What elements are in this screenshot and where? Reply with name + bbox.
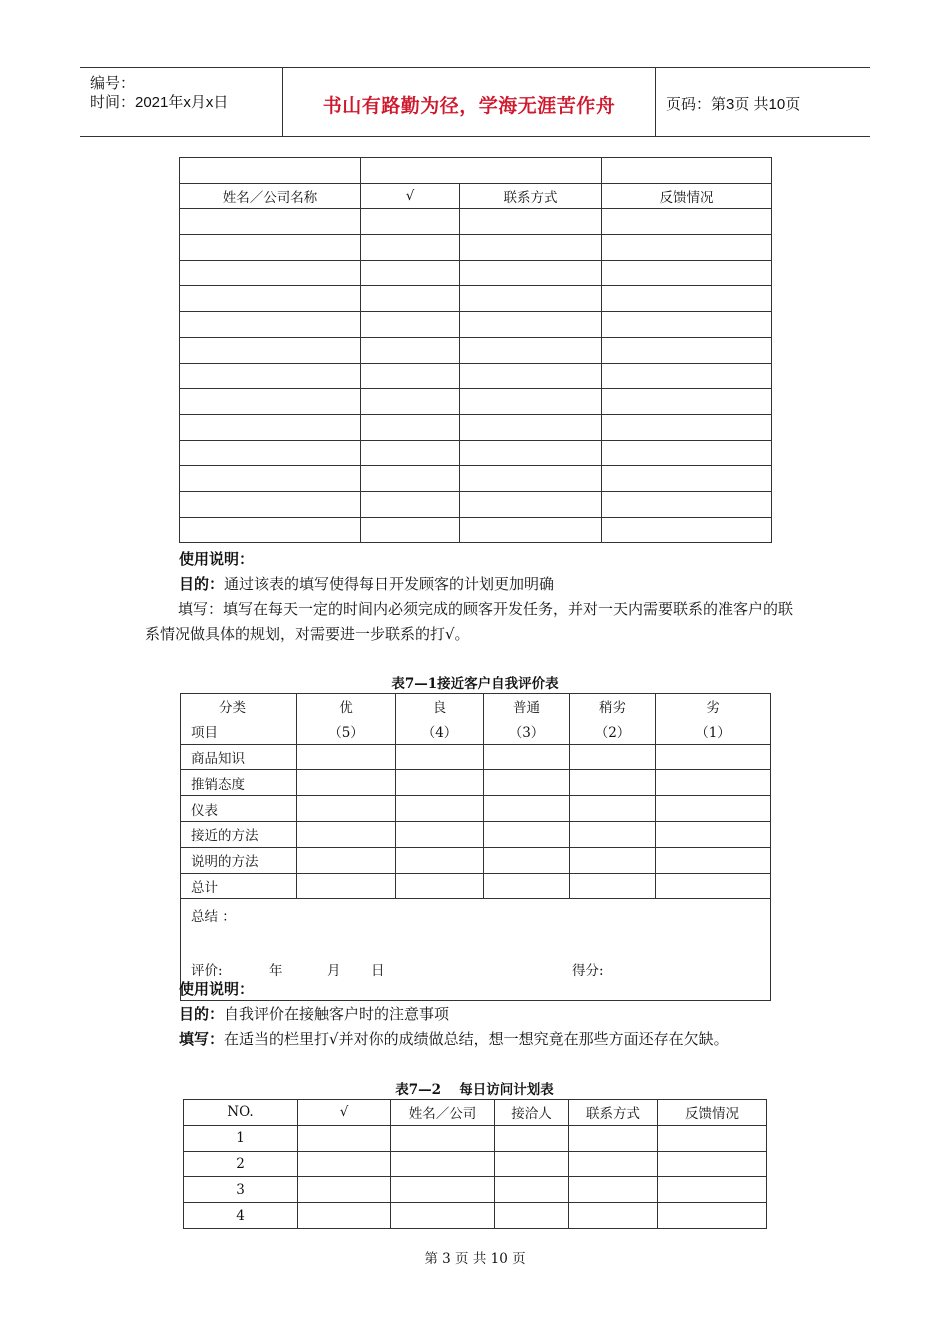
column-header-check: √	[298, 1100, 391, 1126]
row-number: 2	[184, 1151, 298, 1177]
table-cell	[361, 337, 460, 363]
table-cell	[460, 389, 602, 415]
table-row	[180, 466, 772, 492]
table-cell	[180, 363, 361, 389]
table-cell	[570, 847, 656, 873]
usage-heading: 使用说明：	[179, 980, 255, 998]
table-cell	[460, 312, 602, 338]
table-cell	[297, 770, 396, 796]
table-cell	[297, 873, 396, 899]
header-page-label: 页码：第3页 共10页	[666, 96, 801, 113]
column-header-name-company: 姓名／公司	[391, 1100, 495, 1126]
table-row	[180, 491, 772, 517]
evaluation-label: 评价:	[191, 963, 223, 980]
table-row	[180, 440, 772, 466]
table-header-row	[184, 1100, 767, 1126]
table-cell	[602, 363, 772, 389]
purpose-label: 目的：	[179, 1005, 225, 1023]
header-motto: 书山有路勤为径，学海无涯苦作舟	[322, 96, 616, 117]
table-cell	[396, 770, 484, 796]
table-cell	[569, 1177, 658, 1203]
table-cell	[396, 873, 484, 899]
table-row	[180, 337, 772, 363]
fill-text: 填写在每天一定的时间内必须完成的顾客开发任务，并对一天内需要联系的准客户的联系情况做具体的规划，对需要进一步联系的打√。	[145, 600, 794, 643]
table-cell	[361, 491, 460, 517]
table-row	[184, 1203, 767, 1229]
table-row	[181, 770, 771, 796]
header-excellent: 优	[297, 694, 396, 719]
table-cell	[460, 337, 602, 363]
table-cell	[602, 517, 772, 543]
table-cell	[180, 414, 361, 440]
table-cell	[391, 1151, 495, 1177]
table-row	[180, 414, 772, 440]
table-row	[180, 389, 772, 415]
table-cell	[460, 363, 602, 389]
table-cell	[602, 158, 772, 184]
fill-label: 填写：	[179, 1030, 225, 1048]
header-score-2: （2）	[570, 719, 656, 744]
year-label: 年	[269, 963, 283, 980]
table-cell	[484, 821, 570, 847]
table-cell	[656, 821, 771, 847]
table-row	[180, 312, 772, 338]
table-cell	[460, 209, 602, 235]
table-cell	[460, 414, 602, 440]
table-cell	[656, 770, 771, 796]
table-cell	[361, 158, 602, 184]
table-cell	[361, 209, 460, 235]
table-cell	[460, 517, 602, 543]
table-cell	[298, 1177, 391, 1203]
table-cell	[297, 796, 396, 822]
header-poor: 劣	[656, 694, 771, 719]
table-header-row	[181, 694, 771, 719]
table-cell	[602, 286, 772, 312]
table-row	[180, 158, 772, 184]
table-caption-7-2: 表7—2 每日访问计划表	[395, 1082, 554, 1098]
number-label: 编号：	[90, 75, 136, 92]
table-cell	[297, 821, 396, 847]
column-header-name: 姓名／公司名称	[180, 183, 361, 209]
column-header-check: √	[361, 183, 460, 209]
header-slightly-poor: 稍劣	[570, 694, 656, 719]
table-cell	[180, 389, 361, 415]
table-cell	[570, 770, 656, 796]
table-cell	[569, 1151, 658, 1177]
table-cell	[495, 1125, 569, 1151]
table-row	[180, 286, 772, 312]
table-cell	[361, 517, 460, 543]
table-row	[181, 873, 771, 899]
table-cell	[602, 312, 772, 338]
table-cell	[361, 440, 460, 466]
table-cell	[180, 158, 361, 184]
page-footer: 第 3 页 共 10 页	[424, 1251, 526, 1267]
table-cell	[391, 1203, 495, 1229]
column-header-no: NO.	[184, 1100, 298, 1126]
table-row	[184, 1151, 767, 1177]
column-header-feedback: 反馈情况	[602, 183, 772, 209]
fill-label: 填写：	[178, 600, 224, 618]
table-row	[184, 1125, 767, 1151]
header-category: 分类	[181, 694, 297, 719]
table-row	[181, 847, 771, 873]
column-header-contact-person: 接洽人	[495, 1100, 569, 1126]
header-good: 良	[396, 694, 484, 719]
time-label: 时间：2021年x月x日	[90, 94, 229, 111]
table-header-row	[180, 183, 772, 209]
table-row	[181, 821, 771, 847]
table-cell	[180, 491, 361, 517]
daily-visit-plan-table	[183, 1099, 767, 1229]
table-cell	[602, 440, 772, 466]
table-cell	[361, 260, 460, 286]
table-cell	[656, 873, 771, 899]
header-score-5: （5）	[297, 719, 396, 744]
table-cell	[570, 744, 656, 770]
table-row	[181, 744, 771, 770]
item-label: 接近的方法	[181, 821, 297, 847]
table-row	[180, 363, 772, 389]
usage-notes-1	[179, 547, 554, 597]
table-cell	[602, 260, 772, 286]
table-row	[180, 209, 772, 235]
table-cell	[361, 414, 460, 440]
row-number: 4	[184, 1203, 298, 1229]
header-score-3: （3）	[484, 719, 570, 744]
table-cell	[460, 440, 602, 466]
table-row	[181, 796, 771, 822]
table-cell	[495, 1177, 569, 1203]
table-cell	[602, 491, 772, 517]
table-cell	[658, 1125, 767, 1151]
table-cell	[180, 312, 361, 338]
header-right-cell	[656, 68, 870, 136]
usage-notes-2	[179, 977, 729, 1052]
table-cell	[658, 1177, 767, 1203]
header-item: 项目	[181, 719, 297, 744]
table-row	[180, 260, 772, 286]
purpose-label: 目的：	[179, 575, 225, 593]
table-cell	[484, 873, 570, 899]
item-label: 说明的方法	[181, 847, 297, 873]
table-cell	[656, 847, 771, 873]
table-cell	[298, 1125, 391, 1151]
document-header	[80, 67, 870, 137]
day-label: 日	[371, 963, 385, 980]
table-cell	[361, 466, 460, 492]
table-cell	[658, 1203, 767, 1229]
table-cell	[396, 821, 484, 847]
table-cell	[361, 363, 460, 389]
month-label: 月	[327, 963, 341, 980]
table-cell	[658, 1151, 767, 1177]
table-cell	[495, 1151, 569, 1177]
column-header-contact: 联系方式	[460, 183, 602, 209]
table-cell	[180, 517, 361, 543]
table-cell	[180, 286, 361, 312]
table-cell	[361, 312, 460, 338]
header-average: 普通	[484, 694, 570, 719]
table-cell	[484, 796, 570, 822]
table-cell	[602, 337, 772, 363]
table-cell	[180, 260, 361, 286]
table-cell	[396, 796, 484, 822]
table-cell	[180, 209, 361, 235]
table-header-row	[181, 719, 771, 744]
table-cell	[570, 796, 656, 822]
row-number: 1	[184, 1125, 298, 1151]
column-header-feedback: 反馈情况	[658, 1100, 767, 1126]
table-cell	[297, 847, 396, 873]
table-cell	[396, 847, 484, 873]
table-cell	[460, 260, 602, 286]
item-label: 推销态度	[181, 770, 297, 796]
table-row	[180, 517, 772, 543]
item-label: 仪表	[181, 796, 297, 822]
table-cell	[180, 337, 361, 363]
table-cell	[391, 1125, 495, 1151]
table-cell	[297, 744, 396, 770]
table-cell	[396, 744, 484, 770]
table-cell	[602, 209, 772, 235]
table-cell	[484, 847, 570, 873]
table-cell	[602, 389, 772, 415]
table-cell	[361, 389, 460, 415]
table-cell	[602, 235, 772, 261]
table-cell	[495, 1203, 569, 1229]
usage-heading: 使用说明：	[179, 550, 255, 568]
column-header-contact: 联系方式	[569, 1100, 658, 1126]
table-cell	[391, 1177, 495, 1203]
item-label: 总计	[181, 873, 297, 899]
purpose-text: 通过该表的填写使得每日开发顾客的计划更加明确	[224, 575, 555, 593]
score-label: 得分:	[572, 963, 604, 980]
table-cell	[361, 286, 460, 312]
header-score-4: （4）	[396, 719, 484, 744]
item-label: 商品知识	[181, 744, 297, 770]
table-cell	[460, 466, 602, 492]
table-cell	[460, 235, 602, 261]
header-middle-cell	[283, 68, 656, 136]
table-cell	[298, 1203, 391, 1229]
table-row	[180, 235, 772, 261]
table-cell	[602, 414, 772, 440]
table-cell	[180, 235, 361, 261]
table-cell	[460, 286, 602, 312]
table-cell	[570, 821, 656, 847]
fill-text: 在适当的栏里打√并对你的成绩做总结，想一想究竟在那些方面还存在欠缺。	[224, 1030, 729, 1048]
table-caption-7-1: 表7—1接近客户自我评价表	[391, 676, 559, 692]
fill-instruction-1	[145, 597, 795, 647]
table-cell	[180, 466, 361, 492]
table-cell	[460, 491, 602, 517]
table-cell	[569, 1203, 658, 1229]
table-cell	[484, 770, 570, 796]
row-number: 3	[184, 1177, 298, 1203]
table-cell	[602, 466, 772, 492]
table-cell	[484, 744, 570, 770]
purpose-text: 自我评价在接触客户时的注意事项	[224, 1005, 450, 1023]
summary-label: 总结 ：	[191, 909, 236, 926]
table-row	[184, 1177, 767, 1203]
table-cell	[656, 796, 771, 822]
daily-customer-plan-table	[179, 157, 772, 543]
header-left-cell	[80, 68, 283, 136]
self-evaluation-table	[180, 693, 771, 1001]
table-cell	[656, 744, 771, 770]
table-cell	[569, 1125, 658, 1151]
header-score-1: （1）	[656, 719, 771, 744]
table-cell	[570, 873, 656, 899]
table-cell	[180, 440, 361, 466]
table-cell	[361, 235, 460, 261]
table-cell	[298, 1151, 391, 1177]
